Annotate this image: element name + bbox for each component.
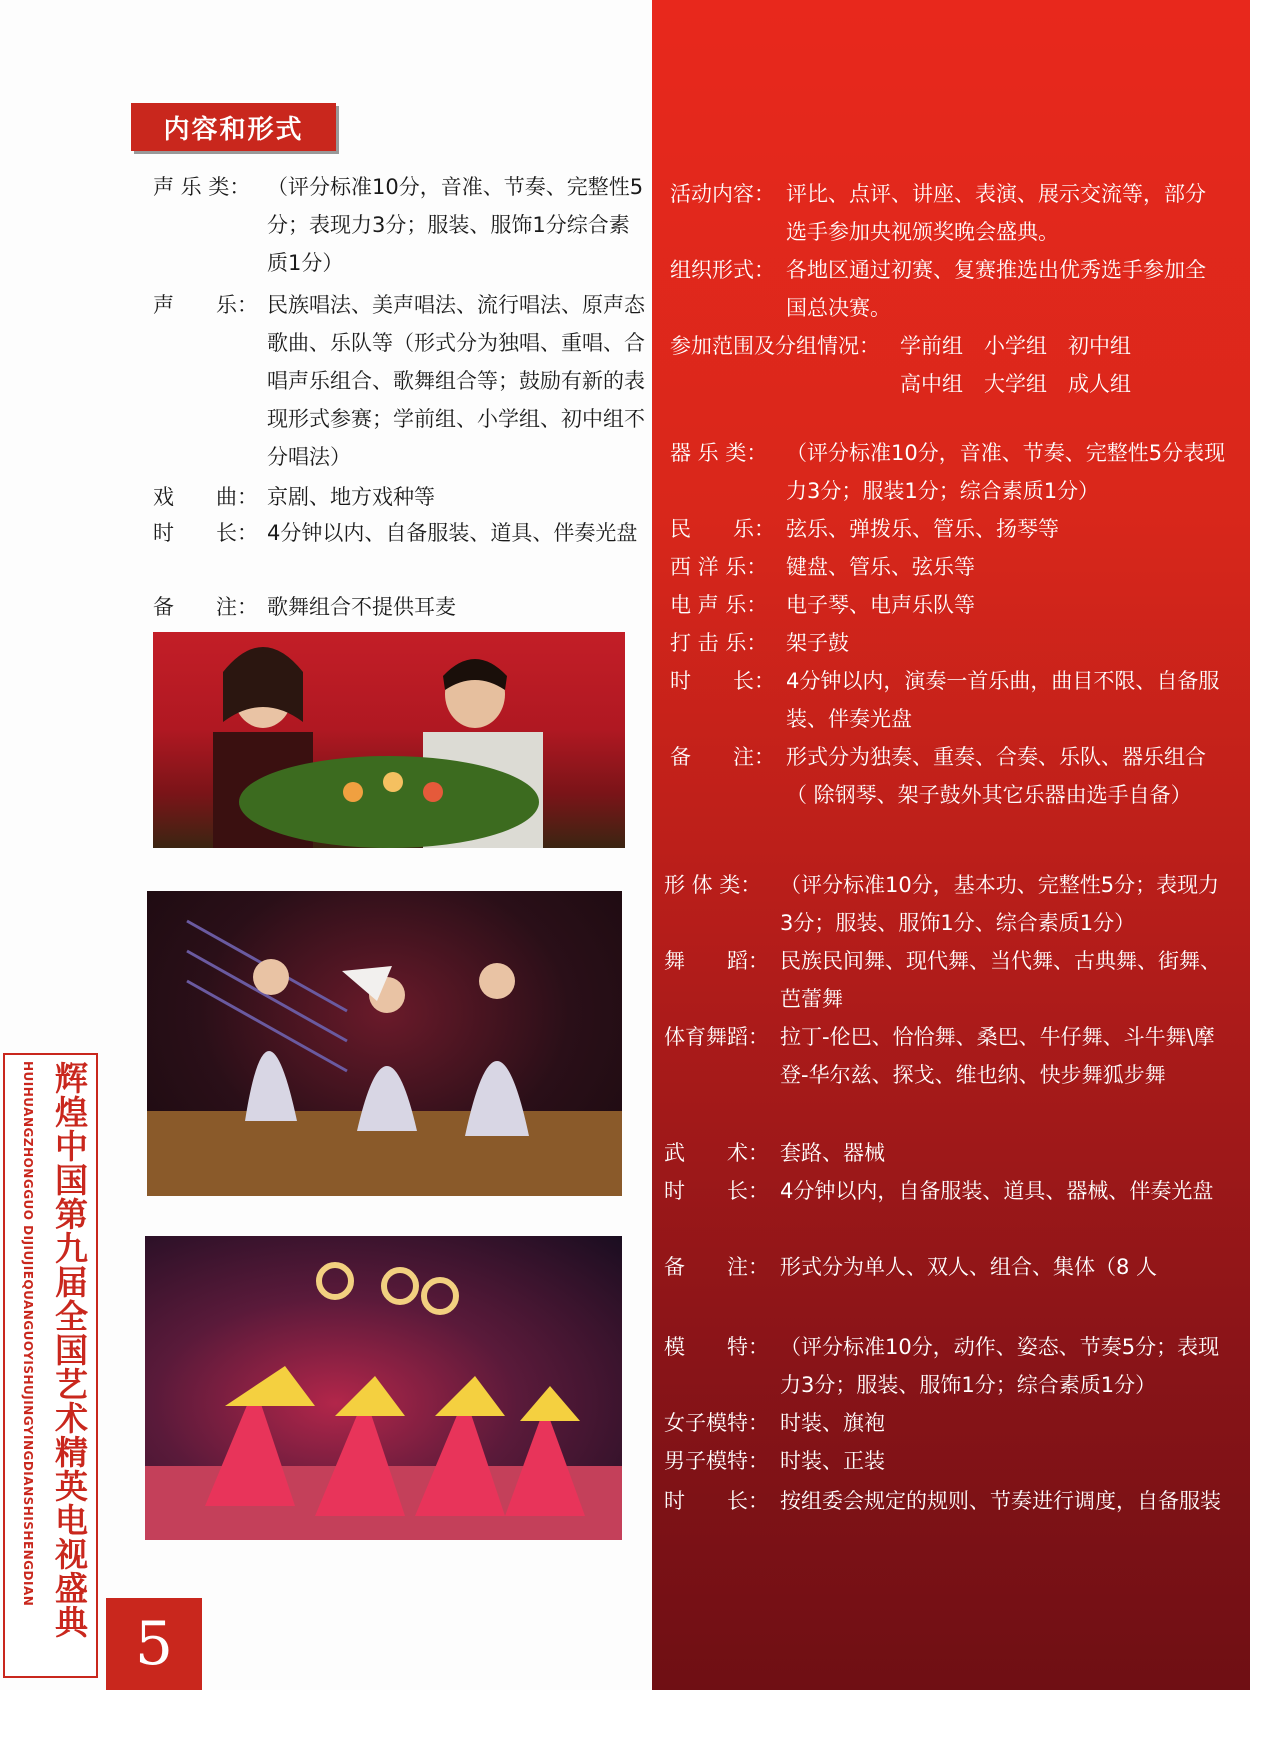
activity-scope-label: 参加范围及分组情况： <box>670 334 880 358</box>
model-duration-text: 按组委会规定的规则、节奏进行调度，自备服装 <box>780 1489 1221 1513</box>
page-edge <box>1250 0 1275 1753</box>
female-model-text: 时装、旗袍 <box>780 1411 885 1435</box>
instrumental-note-label: 备 注： <box>670 745 775 769</box>
body-duration-entry <box>664 1172 1226 1248</box>
xi-qu-entry <box>153 478 645 516</box>
vocal-duration-text: 4分钟以内、自备服装、道具、伴奏光盘 <box>267 521 638 545</box>
model-category-text: （评分标准10分，动作、姿态、节奏5分；表现力3分；服装、服饰1分；综合素质1分） <box>780 1335 1220 1397</box>
da-ji-yue-entry <box>670 624 1226 662</box>
activity-content-entry <box>670 175 1226 251</box>
photo-fan-dancers <box>145 1236 622 1540</box>
model-duration-entry <box>664 1482 1226 1558</box>
vocal-duration-label: 时 长： <box>153 521 258 545</box>
event-title-pinyin: HUIHUANGZHONGGUO DIJIUJIEQUANGUOYISHUJINGYINGDIANSHISHENGDIAN <box>21 1061 35 1607</box>
xi-yang-yue-label: 西 洋 乐： <box>670 555 768 579</box>
vocal-note-label: 备 注： <box>153 595 258 619</box>
photo-qipao-dancers <box>147 891 622 1196</box>
vertical-event-title-banner <box>3 1053 98 1678</box>
activity-content-text: 评比、点评、讲座、表演、展示交流等，部分选手参加央视颁奖晚会盛典。 <box>786 182 1206 244</box>
activity-form-label: 组织形式： <box>670 258 775 282</box>
vocal-duration-entry <box>153 514 645 590</box>
da-ji-yue-text: 架子鼓 <box>786 631 849 655</box>
xi-qu-label: 戏 曲： <box>153 485 258 509</box>
female-model-entry <box>664 1404 1226 1442</box>
min-yue-entry <box>670 510 1226 548</box>
instrumental-category-text: （评分标准10分，音准、节奏、完整性5分表现力3分；服装1分；综合素质1分） <box>786 441 1226 503</box>
dian-sheng-yue-text: 电子琴、电声乐队等 <box>786 593 975 617</box>
xi-qu-text: 京剧、地方戏种等 <box>267 485 435 509</box>
ti-yu-wu-dao-entry <box>664 1018 1226 1132</box>
vocal-note-entry <box>153 588 645 626</box>
instrumental-note-entry <box>670 738 1226 852</box>
vocal-category-text: （评分标准10分，音准、节奏、完整性5分；表现力3分；服装、服饰1分综合素质1分） <box>267 175 644 275</box>
wu-dao-label: 舞 蹈： <box>664 949 769 973</box>
event-title-vertical: 辉煌中国第九届全国艺术精英电视盛典 <box>50 1061 89 1639</box>
wu-dao-text: 民族民间舞、现代舞、当代舞、古典舞、街舞、 芭蕾舞 <box>780 949 1221 1011</box>
wu-shu-text: 套路、器械 <box>780 1141 885 1165</box>
female-model-label: 女子模特： <box>664 1411 769 1435</box>
section-title: 内容和形式 <box>131 103 336 151</box>
photo-hosts <box>153 632 625 848</box>
model-category-entry <box>664 1328 1226 1404</box>
body-note-text: 形式分为单人、双人、组合、集体（8 人 <box>780 1255 1158 1279</box>
sheng-yue-label: 声 乐： <box>153 293 258 317</box>
activity-scope-entry <box>670 327 1226 403</box>
activity-groups-row1: 学前组 小学组 初中组 <box>900 334 1131 358</box>
body-note-label: 备 注： <box>664 1255 769 1279</box>
da-ji-yue-label: 打 击 乐： <box>670 631 768 655</box>
min-yue-text: 弦乐、弹拨乐、管乐、扬琴等 <box>786 517 1059 541</box>
body-category-label: 形 体 类： <box>664 873 762 897</box>
activity-groups-row2: 高中组 大学组 成人组 <box>900 372 1131 396</box>
vocal-category-entry <box>153 168 645 282</box>
instrumental-duration-entry <box>670 662 1226 738</box>
vocal-category-label: 声 乐 类： <box>153 175 251 199</box>
instrumental-note-text: 形式分为独奏、重奏、合奏、乐队、器乐组合（ 除钢琴、架子鼓外其它乐器由选手自备） <box>786 745 1206 807</box>
sheng-yue-entry <box>153 286 645 476</box>
body-duration-label: 时 长： <box>664 1179 769 1203</box>
instrumental-category-label: 器 乐 类： <box>670 441 768 465</box>
ti-yu-wu-dao-text: 拉丁-伦巴、恰恰舞、桑巴、牛仔舞、斗牛舞\摩登-华尔兹、探戈、维也纳、快步舞狐步舞 <box>780 1025 1215 1087</box>
male-model-text: 时装、正装 <box>780 1449 885 1473</box>
ti-yu-wu-dao-label: 体育舞蹈： <box>664 1025 769 1049</box>
male-model-label: 男子模特： <box>664 1449 769 1473</box>
instrumental-duration-label: 时 长： <box>670 669 775 693</box>
wu-dao-entry <box>664 942 1226 1018</box>
instrumental-duration-text: 4分钟以内，演奏一首乐曲，曲目不限、自备服装、伴奏光盘 <box>786 669 1220 731</box>
model-duration-label: 时 长： <box>664 1489 769 1513</box>
body-category-text: （评分标准10分，基本功、完整性5分；表现力3分；服装、服饰1分、综合素质1分） <box>780 873 1220 935</box>
activity-form-entry <box>670 251 1226 327</box>
xi-yang-yue-entry <box>670 548 1226 586</box>
xi-yang-yue-text: 键盘、管乐、弦乐等 <box>786 555 975 579</box>
vocal-note-text: 歌舞组合不提供耳麦 <box>267 595 456 619</box>
body-duration-text: 4分钟以内，自备服装、道具、器械、伴奏光盘 <box>780 1179 1214 1203</box>
sheng-yue-text: 民族唱法、美声唱法、流行唱法、原声态歌曲、乐队等（形式分为独唱、重唱、合唱声乐组合、歌舞组合等；鼓励有新的表现形式参赛；学前组、小学组、初中组不分唱法） <box>267 293 645 469</box>
model-category-label: 模 特： <box>664 1335 769 1359</box>
min-yue-label: 民 乐： <box>670 517 775 541</box>
body-category-entry <box>664 866 1226 942</box>
activity-content-label: 活动内容： <box>670 182 775 206</box>
male-model-entry <box>664 1442 1226 1480</box>
wu-shu-entry <box>664 1134 1226 1172</box>
page-number: 5 <box>106 1598 202 1690</box>
dian-sheng-yue-entry <box>670 586 1226 624</box>
dian-sheng-yue-label: 电 声 乐： <box>670 593 768 617</box>
wu-shu-label: 武 术： <box>664 1141 769 1165</box>
instrumental-category-entry <box>670 434 1226 510</box>
page-bottom-edge <box>0 1690 1275 1753</box>
body-note-entry <box>664 1248 1226 1286</box>
activity-form-text: 各地区通过初赛、复赛推选出优秀选手参加全国总决赛。 <box>786 258 1206 320</box>
